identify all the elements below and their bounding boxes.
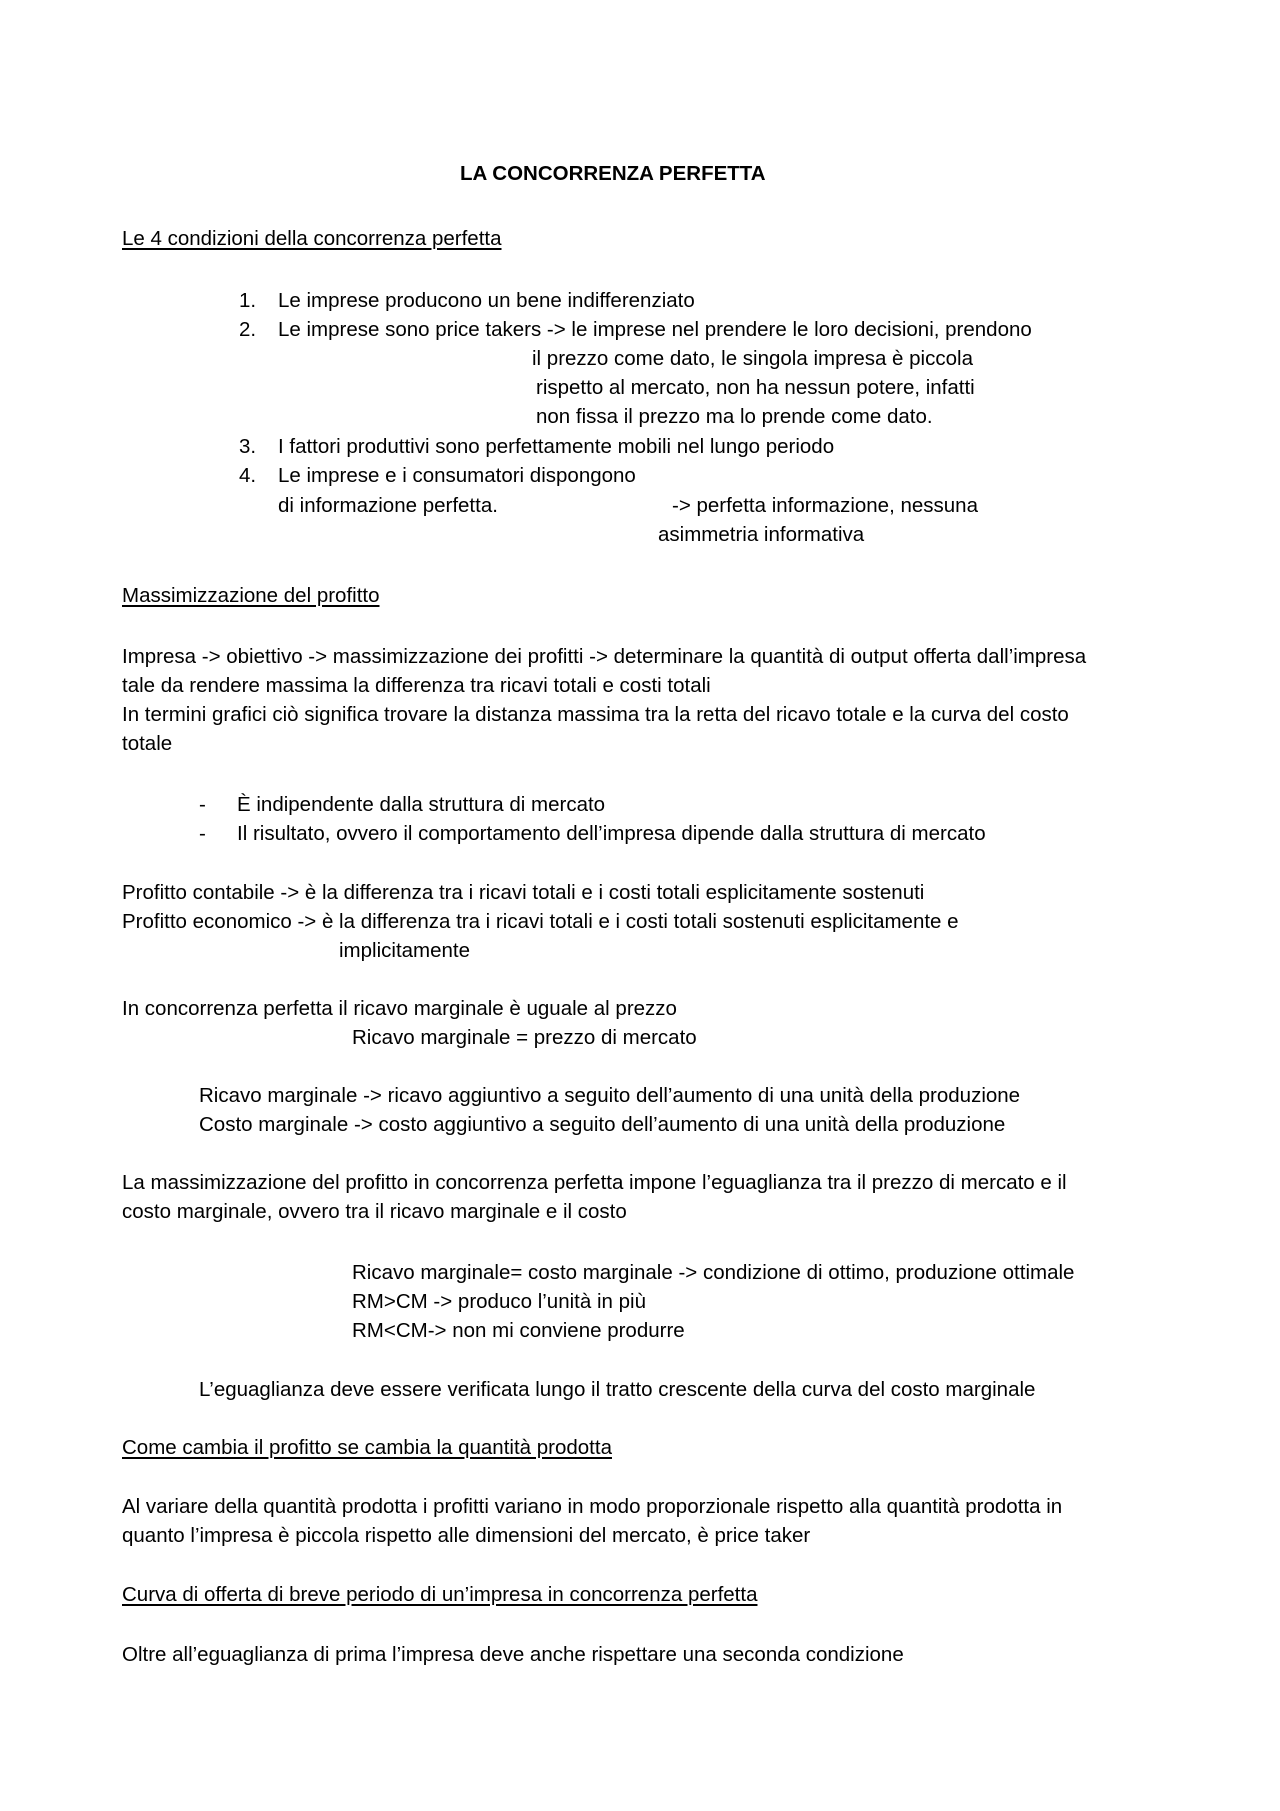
section-heading-supply-curve: Curva di offerta di breve periodo di un’impresa in concorrenza perfetta (122, 1583, 758, 1606)
bullet-mark: - (199, 822, 206, 845)
paragraph-line: La massimizzazione del profitto in concorrenza perfetta impone l’eguaglianza tra il prezzo di mercato e il (122, 1171, 1067, 1194)
paragraph-line: quanto l’impresa è piccola rispetto alle dimensioni del mercato, è price taker (122, 1524, 811, 1547)
paragraph-line: Al variare della quantità prodotta i profitti variano in modo proporzionale rispetto alla quantità prodotta in (122, 1495, 1063, 1518)
bullet-mark: - (199, 793, 206, 816)
formula-line: Ricavo marginale = prezzo di mercato (352, 1026, 697, 1049)
list-item-continuation: non fissa il prezzo ma lo prende come dato. (536, 405, 933, 428)
list-item-continuation: rispetto al mercato, non ha nessun potere, infatti (536, 376, 975, 399)
paragraph-line: Profitto contabile -> è la differenza tra i ricavi totali e i costi totali esplicitamente sostenuti (122, 881, 925, 904)
condition-line: RM<CM-> non mi conviene produrre (352, 1319, 685, 1342)
list-number: 4. (239, 464, 257, 487)
paragraph-line: tale da rendere massima la differenza tra ricavi totali e costi totali (122, 674, 711, 697)
paragraph-line: Impresa -> obiettivo -> massimizzazione dei profitti -> determinare la quantità di output offerta dall’impresa (122, 645, 1087, 668)
paragraph-line: Oltre all’eguaglianza di prima l’impresa deve anche rispettare una seconda condizione (122, 1643, 904, 1666)
definition-line: Costo marginale -> costo aggiuntivo a seguito dell’aumento di una unità della produzione (199, 1113, 1006, 1136)
definition-line: Ricavo marginale -> ricavo aggiuntivo a seguito dell’aumento di una unità della produzione (199, 1084, 1021, 1107)
list-number: 2. (239, 318, 257, 341)
list-item-continuation: -> perfetta informazione, nessuna (672, 494, 978, 517)
list-item-continuation: di informazione perfetta. (278, 494, 498, 517)
page-title: LA CONCORRENZA PERFETTA (460, 162, 766, 185)
list-item: I fattori produttivi sono perfettamente mobili nel lungo periodo (278, 435, 835, 458)
paragraph-line: costo marginale, ovvero tra il ricavo marginale e il costo (122, 1200, 627, 1223)
bullet-item: Il risultato, ovvero il comportamento dell’impresa dipende dalla struttura di mercato (237, 822, 986, 845)
section-heading-profit-max: Massimizzazione del profitto (122, 584, 380, 607)
paragraph-line: In concorrenza perfetta il ricavo marginale è uguale al prezzo (122, 997, 677, 1020)
list-number: 3. (239, 435, 257, 458)
list-item: Le imprese sono price takers -> le imprese nel prendere le loro decisioni, prendono (278, 318, 1032, 341)
list-item: Le imprese producono un bene indifferenziato (278, 289, 695, 312)
paragraph-line: totale (122, 732, 173, 755)
list-item-continuation: asimmetria informativa (658, 523, 865, 546)
condition-line: Ricavo marginale= costo marginale -> condizione di ottimo, produzione ottimale (352, 1261, 1075, 1284)
section-heading-conditions: Le 4 condizioni della concorrenza perfetta (122, 227, 502, 250)
list-item: Le imprese e i consumatori dispongono (278, 464, 636, 487)
list-item-continuation: il prezzo come dato, le singola impresa è piccola (532, 347, 973, 370)
paragraph-line: implicitamente (339, 939, 471, 962)
condition-line: RM>CM -> produco l’unità in più (352, 1290, 646, 1313)
section-heading-quantity: Come cambia il profitto se cambia la quantità prodotta (122, 1436, 612, 1459)
list-number: 1. (239, 289, 257, 312)
paragraph-line: In termini grafici ciò significa trovare la distanza massima tra la retta del ricavo totale e la curva del costo (122, 703, 1069, 726)
note-line: L’eguaglianza deve essere verificata lungo il tratto crescente della curva del costo marginale (199, 1378, 1036, 1401)
paragraph-line: Profitto economico -> è la differenza tra i ricavi totali e i costi totali sostenuti esplicitamente e (122, 910, 959, 933)
bullet-item: È indipendente dalla struttura di mercato (237, 793, 606, 816)
